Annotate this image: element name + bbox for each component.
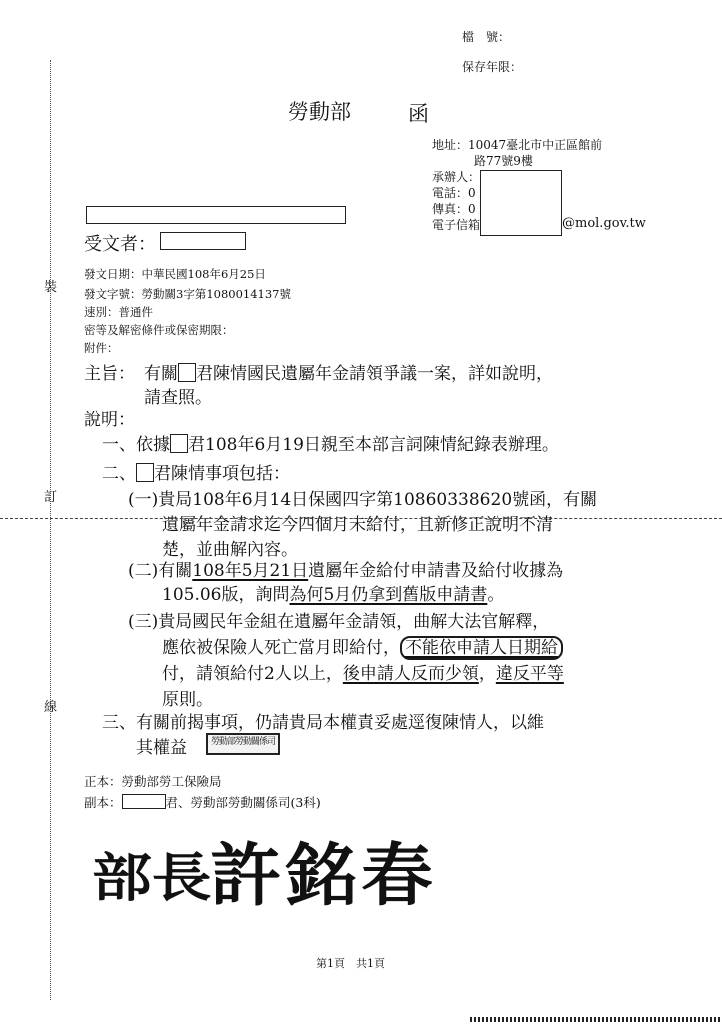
copy-label: 副本： <box>84 795 122 810</box>
scan-edge-noise <box>470 1017 722 1022</box>
redaction-recipient-name <box>160 232 246 250</box>
document-org: 勞動部 <box>288 100 351 124</box>
fax-label: 傳真：0 <box>432 202 476 216</box>
attachment-label: 附件： <box>84 341 119 355</box>
document-number: 發文字號：勞動關3字第1080014137號 <box>84 287 291 301</box>
binding-mark-ding: 訂 <box>44 490 58 505</box>
sub-item3-underlined-equality: 違反平等 <box>495 664 564 684</box>
sub-item1-line2: 遺屬年金請求迄今四個月未給付，且新修正說明不清 <box>162 515 553 535</box>
redaction-contact-box <box>480 170 562 236</box>
phone-label: 電話：0 <box>432 186 476 200</box>
sub-item3-line3-pre: 付，請領給付2人以上， <box>162 664 343 684</box>
redaction-item1-name <box>170 434 188 453</box>
redaction-recipient-address <box>86 206 346 224</box>
sub-item3-circled-date-phrase: 不能依申請人日期給 <box>400 636 563 660</box>
document-type: 函 <box>408 102 429 126</box>
subject-line1-pre: 有關 <box>144 364 178 384</box>
item2-number: 二、 <box>102 464 136 484</box>
redaction-copy-name <box>122 794 166 809</box>
sub-item2-date-underlined: 108年5月21日 <box>192 561 309 581</box>
copy-recipients <box>84 794 321 811</box>
email-label: 電子信箱 <box>432 218 481 232</box>
issue-date: 發文日期：中華民國108年6月25日 <box>84 267 266 281</box>
sender-address-line1: 地址：10047臺北市中正區館前 <box>432 138 603 152</box>
sub-item2-question-underlined: 為何5月仍拿到舊版申請書 <box>289 585 488 605</box>
file-number-label: 檔 號： <box>462 30 511 44</box>
binding-mark-xian: 線 <box>44 700 58 715</box>
binding-margin-line <box>50 60 51 1000</box>
explanation-item3-line2: 其權益 <box>136 738 187 758</box>
email-domain: @mol.gov.tw <box>562 216 646 231</box>
contact-person-label: 承辦人： <box>432 170 481 184</box>
copy-recipients-text: 君、勞動部勞動關係司(3科) <box>165 795 321 810</box>
sub-item3-line1: (三)貴局國民年金組在遺屬年金請領，曲解大法官解釋， <box>128 612 550 632</box>
item1-post: 君108年6月19日親至本部言詞陳情紀錄表辦理。 <box>188 435 559 455</box>
explanation-label: 說明： <box>84 410 135 430</box>
redaction-item2-name <box>136 463 154 482</box>
sub-item2-line1 <box>128 556 563 581</box>
sub-item1-line3: 楚，並曲解內容。 <box>162 540 298 560</box>
delivery-speed: 速別：普通件 <box>84 305 153 319</box>
sub-item2-line1-post: 遺屬年金給付申請書及給付收據為 <box>308 561 564 581</box>
binding-mark-zhuang: 裝 <box>44 280 58 295</box>
item1-number: 一、 <box>102 435 136 455</box>
original-recipient: 正本：勞動部勞工保險局 <box>84 774 222 789</box>
explanation-item1 <box>102 430 559 455</box>
minister-name: 許銘春 <box>210 836 437 916</box>
retention-period-label: 保存年限： <box>462 60 523 74</box>
scan-fold-line <box>0 518 722 519</box>
item1-pre: 依據 <box>136 435 170 455</box>
explanation-item2 <box>102 459 290 484</box>
subject-label: 主旨： <box>84 364 135 384</box>
sub-item2-line1-pre: (二)有關 <box>128 561 193 581</box>
page-number: 第1頁 共1頁 <box>316 957 385 970</box>
secrecy-level: 密等及解密條件或保密期限： <box>84 323 234 337</box>
item2-post: 君陳情事項包括： <box>154 464 290 484</box>
recipient-label: 受文者： <box>84 234 156 255</box>
sub-item2-line2-pre: 105.06版，詢問 <box>162 585 290 605</box>
sub-item3-line2-pre: 應依被保險人死亡當月即給付， <box>162 638 400 658</box>
sub-item3-line2 <box>162 633 563 658</box>
sub-item2-line2 <box>162 580 504 605</box>
sub-item1-line1: (一)貴局108年6月14日保國四字第10860338620號函，有關 <box>128 490 598 510</box>
redaction-subject-name <box>178 363 196 382</box>
sub-item3-underlined-less: 後申請人反而少領 <box>342 664 479 684</box>
sender-address-line2: 路77號9樓 <box>474 154 533 168</box>
sub-item3-line4: 原則。 <box>162 690 213 710</box>
minister-title: 部長 <box>92 848 212 909</box>
subject-line2: 請查照。 <box>144 388 212 408</box>
subject-line1-post: 君陳情國民遺屬年金請領爭議一案，詳如說明， <box>196 364 553 384</box>
sub-item3-line3-mid: ， <box>478 664 496 684</box>
department-seal-stamp: 勞動部勞動關係司 <box>206 733 280 755</box>
sub-item3-line3 <box>162 659 564 684</box>
sub-item2-line2-post: 。 <box>487 585 505 605</box>
subject-line1 <box>144 359 553 384</box>
explanation-item3-line1: 三、有關前揭事項，仍請貴局本權責妥處逕復陳情人，以維 <box>102 713 544 733</box>
